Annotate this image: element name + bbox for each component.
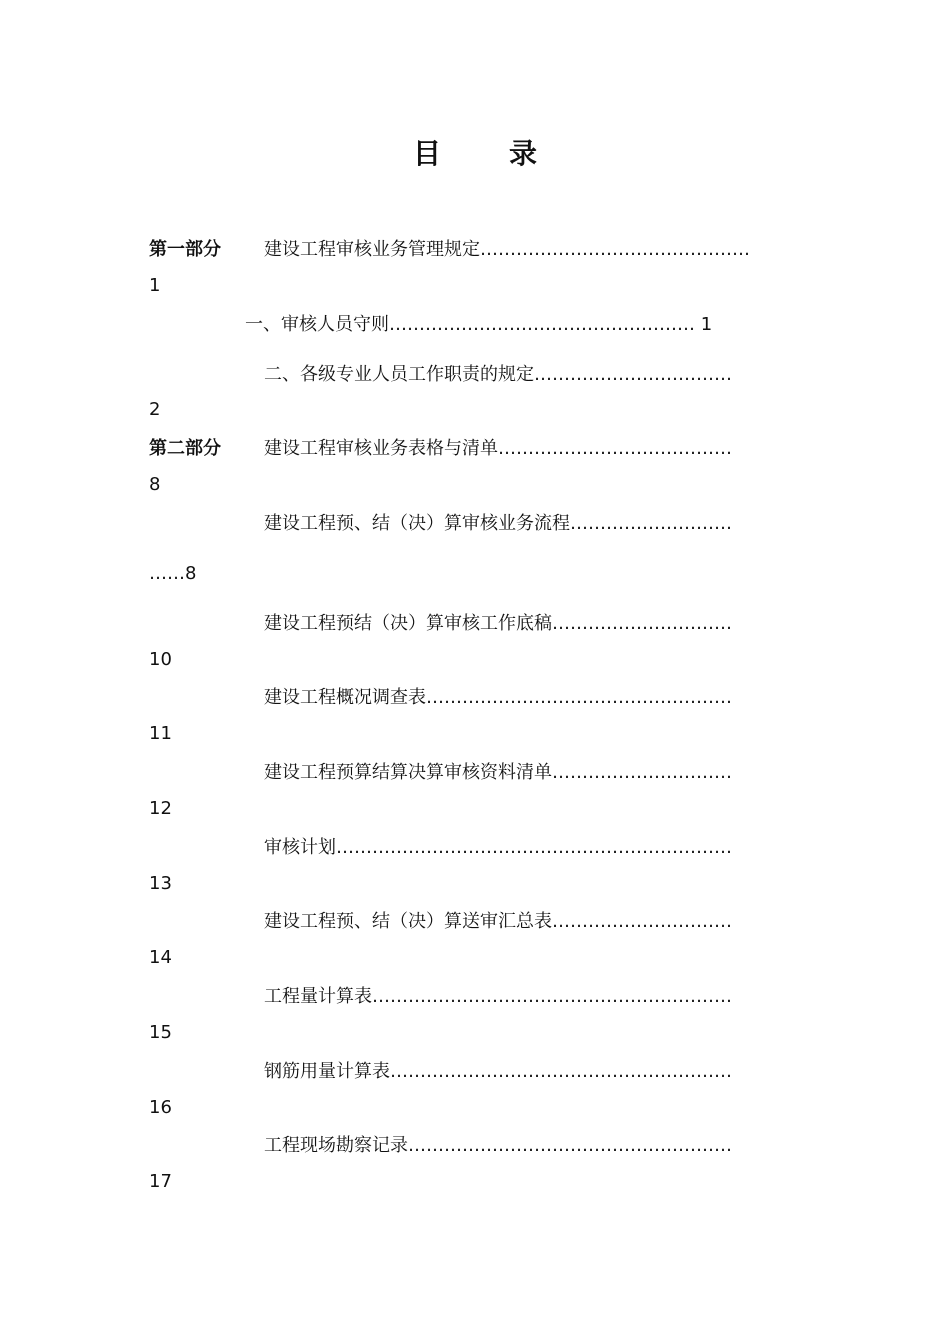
toc-entry-item6[interactable]: 建设工程预算结算决算审核资料清单………………………… [264, 762, 732, 783]
toc-entry-item1[interactable]: 一、审核人员守则…………………………………………… 1 [245, 314, 713, 335]
toc-page-item6: 12 [149, 798, 172, 819]
toc-page-part2: 8 [149, 474, 161, 495]
toc-entry-item5[interactable]: 建设工程概况调查表…………………………………………… [264, 687, 732, 708]
part2-label: 第二部分 [149, 438, 221, 459]
toc-entry-item7[interactable]: 审核计划………………………………………………………… [264, 837, 732, 858]
toc-page-part1: 1 [149, 275, 161, 296]
toc-page-item3: ……8 [149, 563, 197, 584]
title-char-1: 目 [412, 137, 441, 170]
toc-entry-part1[interactable]: 建设工程审核业务管理规定……………………………………… [264, 239, 750, 260]
toc-entry-part2[interactable]: 建设工程审核业务表格与清单………………………………… [264, 438, 732, 459]
toc-page-item11: 17 [149, 1171, 172, 1192]
page-title [0, 132, 950, 172]
toc-entry-item9[interactable]: 工程量计算表…………………………………………………… [264, 986, 732, 1007]
toc-page-item7: 13 [149, 873, 172, 894]
toc-entry-item4[interactable]: 建设工程预结（决）算审核工作底稿………………………… [264, 613, 732, 634]
toc-entry-item10[interactable]: 钢筋用量计算表………………………………………………… [264, 1061, 732, 1082]
toc-entry-item11[interactable]: 工程现场勘察记录……………………………………………… [264, 1135, 732, 1156]
toc-page-item8: 14 [149, 947, 172, 968]
toc-entry-item8[interactable]: 建设工程预、结（决）算送审汇总表………………………… [264, 911, 732, 932]
toc-page-item5: 11 [149, 723, 172, 744]
toc-page-item2: 2 [149, 399, 161, 420]
toc-entry-item2[interactable]: 二、各级专业人员工作职责的规定…………………………… [264, 364, 732, 385]
toc-page-item9: 15 [149, 1022, 172, 1043]
toc-page-item10: 16 [149, 1097, 172, 1118]
part1-label: 第一部分 [149, 239, 221, 260]
toc-entry-item3[interactable]: 建设工程预、结（决）算审核业务流程……………………… [264, 513, 732, 534]
toc-page-item4: 10 [149, 649, 172, 670]
title-char-2: 录 [509, 137, 538, 170]
